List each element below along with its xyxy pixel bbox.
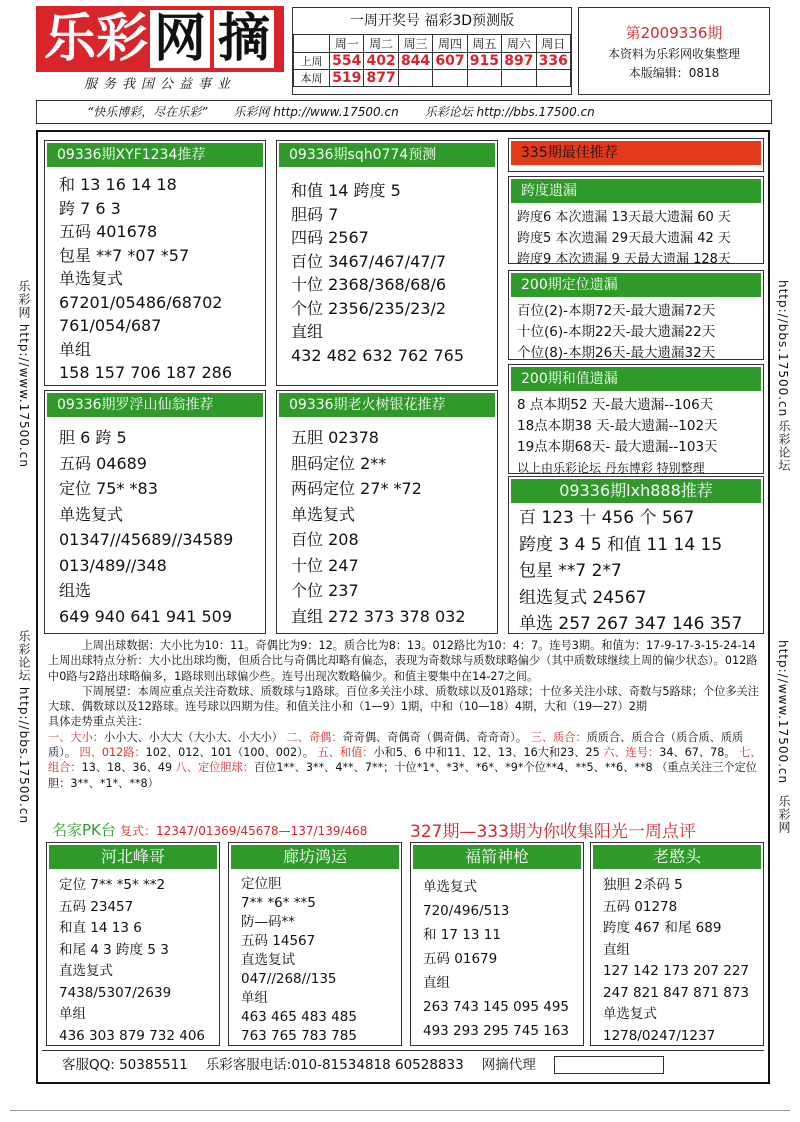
weekly-draw-panel [292, 7, 572, 95]
prediction-line: 和 17 13 11 [423, 927, 501, 943]
prediction-line: 直组 [291, 322, 324, 341]
box-title: 老憨头 [593, 845, 761, 869]
prediction-line: 五码 04689 [59, 453, 147, 473]
prediction-line: 直选复试 [241, 952, 295, 968]
side-text-right-2: 乐彩论坛 [777, 420, 791, 472]
draw-number [433, 70, 467, 87]
logo-char: 彩 [95, 9, 148, 69]
stat-line: 18点本期38 天-最大遗漏--102天 [517, 418, 718, 434]
position-omission-box [508, 270, 764, 360]
draw-number [467, 70, 501, 87]
prediction-line: 013/489//348 [59, 555, 167, 575]
prediction-line: 十位 247 [291, 555, 359, 575]
draw-number: 519 [330, 70, 364, 87]
prediction-line: 047//268//135 [241, 971, 337, 987]
prediction-box-laohuoshu [276, 390, 498, 634]
day-header: 周日 [536, 35, 570, 53]
prediction-line: 百位 3467/467/47/7 [291, 251, 447, 271]
draw-number [398, 70, 432, 87]
logo [36, 6, 284, 72]
footer-bar [42, 1050, 764, 1078]
prediction-line: 包星 **7 *07 *57 [59, 245, 190, 265]
links-bar [36, 100, 772, 124]
prediction-line: 67201/05486/68702 [59, 292, 223, 312]
prediction-line: 直组 272 373 378 032 [291, 606, 466, 626]
prediction-line: 组选复式 24567 [519, 587, 647, 608]
side-text-left-bottom: 乐彩论坛 http://bbs.17500.cn [17, 630, 31, 825]
draw-number: 402 [364, 53, 398, 70]
prediction-line: 百 123 十 456 个 567 [519, 508, 695, 528]
prediction-line: 263 743 145 095 495 [423, 999, 570, 1015]
prediction-line: 01347//45689//34589 [59, 530, 234, 549]
prediction-line: 防—码** [241, 914, 295, 930]
sum-omission-box [508, 364, 764, 474]
prediction-line: 单选复式 [59, 504, 124, 524]
prediction-box-sqh0774 [276, 140, 498, 386]
prediction-line: 定位 7** *5* **2 [59, 877, 166, 893]
prediction-line: 和尾 4 3 跨度 5 3 [59, 941, 169, 958]
trend-focus-title: 具体走势重点关注： [48, 715, 149, 729]
prediction-line: 五码 14567 [241, 933, 316, 949]
box-title: 福箭神枪 [413, 845, 581, 869]
row-label: 本周 [294, 70, 330, 87]
prediction-line: 158 157 706 187 286 [59, 363, 233, 382]
trend-last-week: 上周出球数据：大小比为10：11。奇偶比为9：12。质合比为8：13。012路比为10：4：7。连号3期。和值为：17-9-17-3-15-24-14 上周出球特点分析：大小比出球均衡，但质合比与奇偶比却略有偏态，表现为奇数球与质数球略偏少（其中质数球继续上周的偏少状态）。012路中0路与2路出球略偏多，1路球则出球偏少些。连号出现次数略偏少。和值主要集中在14-27之间。 [48, 639, 758, 683]
prediction-line: 五码 401678 [59, 222, 158, 241]
prediction-line: 单选复式 [291, 504, 356, 524]
side-text-left-top: 乐彩网 http://www.17500.cn [17, 280, 31, 468]
prediction-line: 百位 208 [291, 530, 359, 549]
prediction-line: 127 142 173 207 227 [603, 963, 750, 979]
prediction-line: 单选复式 [59, 269, 124, 288]
prediction-line: 763 765 783 785 [241, 1028, 357, 1044]
day-header: 周五 [467, 35, 501, 53]
stat-line: 个位(8)-本期26天-最大遗漏32天 [517, 345, 716, 361]
prediction-line: 和直 14 13 6 [59, 920, 142, 936]
trend-analysis [48, 638, 768, 791]
best-recommend-box [508, 138, 764, 172]
prediction-box-luofushan [44, 390, 266, 634]
prediction-line: 单组 [241, 990, 268, 1006]
logo-slogan: 服务我国公益事业 [83, 77, 236, 92]
stat-line: 8 点本期52 天-最大遗漏--106天 [517, 397, 714, 413]
draw-number: 915 [467, 53, 501, 70]
forum-link[interactable]: 乐彩论坛 http://bbs.17500.cn [424, 105, 595, 119]
day-header: 周三 [398, 35, 432, 53]
prediction-line: 649 940 641 941 509 [59, 606, 233, 626]
draw-number: 844 [398, 53, 432, 70]
prediction-line: 两码定位 27* *72 [291, 479, 422, 498]
service-phone: 乐彩客服电话:010-81534818 60528833 [205, 1057, 464, 1073]
prediction-line: 和值 14 跨度 5 [291, 181, 401, 200]
stat-line: 跨度6 本次遗漏 13天最大遗漏 60 天 [517, 210, 731, 225]
prediction-line: 胆码 7 [291, 204, 339, 224]
span-omission-box [508, 176, 764, 267]
issue-panel [578, 7, 770, 95]
prediction-line: 直组 [603, 941, 630, 958]
prediction-line: 247 821 847 871 873 [603, 984, 750, 1001]
draw-number [502, 70, 536, 87]
prediction-line: 761/054/687 [59, 316, 162, 335]
box-title: 200期和值遗漏 [511, 367, 761, 391]
prediction-line: 五码 01679 [423, 951, 498, 967]
prediction-line: 五码 01278 [603, 898, 678, 915]
best-recommend-title: 335期最佳推荐 [511, 141, 761, 165]
stat-line: 跨度9 本次遗漏 9 天最大遗漏 128天 [517, 252, 731, 267]
prediction-line: 和 13 16 14 18 [59, 175, 177, 194]
weekly-draw-table [293, 34, 571, 87]
prediction-line: 跨度 467 和尾 689 [603, 920, 722, 936]
box-title: 河北峰哥 [49, 845, 217, 869]
prediction-line: 跨 7 6 3 [59, 198, 121, 218]
prediction-line: 单选复式 [423, 879, 477, 895]
issue-editor: 本版编辑：0818 [628, 66, 720, 80]
draw-number [536, 70, 570, 87]
expert-box-fujian [410, 842, 584, 1046]
tagline: “快乐博彩，尽在乐彩” [87, 105, 208, 119]
prediction-line: 定位胆 [241, 876, 282, 892]
prediction-line: 胆码定位 2** [291, 453, 387, 473]
box-title: 09336期XYF1234推荐 [47, 143, 263, 167]
prediction-box-xyf1234 [44, 140, 266, 386]
trend-outlook: 下周展望：本周应重点关注奇数球、质数球与1路球。百位多关注小球、质数球以及01路球；十位多关注小球、奇数与5路球；个位多关注大球、偶数球以及12路球。连号球以四期为佳。和值关注小和（1—9）1期，中和（10—18）4期，大和（19—27）2期 [48, 684, 759, 714]
stat-line: 百位(2)-本期72天-最大遗漏72天 [517, 303, 716, 319]
stat-line: 跨度5 本次遗漏 29天最大遗漏 42 天 [517, 231, 731, 246]
box-title: 廊坊鸿运 [231, 845, 399, 869]
side-text-right-1: http://bbs.17500.cn [776, 280, 790, 418]
prediction-line: 十位 2368/368/68/6 [291, 275, 447, 294]
prediction-line: 五码 23457 [59, 898, 134, 915]
day-header: 周六 [502, 35, 536, 53]
prediction-line: 独胆 2杀码 5 [603, 877, 683, 893]
prediction-line: 跨度 3 4 5 和值 11 14 15 [519, 534, 723, 555]
day-header: 周一 [330, 35, 364, 53]
agent-label: 网摘代理 [481, 1057, 536, 1073]
stat-line: 19点本期68天- 最大遗漏--103天 [517, 439, 718, 455]
trend-focus-detail: 一、大小：小小大、小大大（大小大、小大小） 二、奇偶：奇奇偶、奇偶奇（偶奇偶、奇奇奇）。 三、质合：质质合、质合合（质合质、质质质）。 四、012路：102、012、101（100、002）。 五、和值：小和5、6 中和11、12、13、16大和23、25 六、连号：34、67、78。 七、组合：13、18、36、49 八、定位胆球：百位1**、3**、4**、7**；十位*1*、*3*、*6*、*9*个位**4、**5、**6、**8 （重点关注三个定位胆：3**、*1*、**8） [48, 730, 762, 790]
side-text-right-3: http://www.17500.cn [776, 640, 790, 785]
pk-multi: 复式：12347/01369/45678—137/139/468 [120, 824, 368, 838]
draw-number: 554 [330, 53, 364, 70]
stat-line: 十位(6)-本期22天-最大遗漏22天 [517, 324, 716, 340]
day-header: 周四 [433, 35, 467, 53]
prediction-line: 单选复式 [603, 1006, 657, 1022]
logo-char: 网 [150, 10, 210, 68]
weekly-review: 327期—333期为你收集阳光一周点评 [410, 822, 696, 842]
prediction-line: 胆 6 跨 5 [59, 428, 127, 447]
box-title: 09336期lxh888推荐 [511, 479, 761, 503]
draw-number: 897 [502, 53, 536, 70]
expert-box-hebei [46, 842, 220, 1046]
prediction-line: 直组 [423, 975, 450, 991]
agent-field [554, 1056, 664, 1074]
issue-period: 第2009336期 [625, 24, 723, 42]
prediction-line: 720/496/513 [423, 903, 510, 919]
row-label: 上周 [294, 53, 330, 70]
prediction-line: 组选 [59, 581, 92, 600]
logo-char: 乐 [43, 9, 96, 69]
draw-number: 607 [433, 53, 467, 70]
prediction-line: 包星 **7 2*7 [519, 561, 622, 581]
site-link[interactable]: 乐彩网 http://www.17500.cn [233, 105, 399, 119]
prediction-line: 单组 [59, 339, 92, 359]
prediction-line: 单选 257 267 347 146 357 [519, 614, 743, 634]
box-title: 09336期老火树银花推荐 [279, 393, 495, 417]
day-header: 周二 [364, 35, 398, 53]
expert-box-langfang [228, 842, 402, 1046]
prediction-line: 1278/0247/1237 [603, 1027, 716, 1044]
expert-box-laohantou [590, 842, 764, 1046]
prediction-line: 个位 237 [291, 581, 359, 600]
box-title: 09336期sqh0774预测 [279, 143, 495, 167]
prediction-line: 432 482 632 762 765 [291, 345, 465, 365]
draw-number: 336 [536, 53, 570, 70]
draw-number: 877 [364, 70, 398, 87]
prediction-line: 7** *6* **5 [241, 895, 316, 911]
stat-note: 以上由乐彩论坛 丹东博彩 特别整理 [517, 461, 705, 475]
prediction-line: 四码 2567 [291, 228, 369, 247]
prediction-line: 五胆 02378 [291, 428, 379, 447]
box-title: 跨度遗漏 [511, 179, 761, 203]
side-text-right-4: 乐彩网 [777, 795, 791, 834]
prediction-line: 436 303 879 732 406 [59, 1027, 206, 1044]
prediction-line: 个位 2356/235/23/2 [291, 298, 447, 318]
prediction-line: 单组 [59, 1006, 86, 1022]
pk-title: 名家PK台 [52, 821, 116, 839]
prediction-line: 定位 75* *83 [59, 479, 158, 498]
prediction-box-lxh888 [508, 476, 764, 634]
box-title: 200期定位遗漏 [511, 273, 761, 297]
issue-source: 本资料为乐彩网收集整理 [607, 47, 740, 61]
prediction-line: 493 293 295 745 163 [423, 1023, 570, 1039]
weekly-draw-title: 一周开奖号 福彩3D预测版 [349, 13, 515, 29]
prediction-line: 直选复式 [59, 963, 113, 979]
logo-char: 摘 [214, 10, 274, 68]
bottom-divider [10, 1110, 790, 1111]
box-title: 09336期罗浮山仙翁推荐 [47, 393, 263, 417]
prediction-line: 7438/5307/2639 [59, 984, 172, 1001]
service-qq: 客服QQ: 50385511 [62, 1057, 188, 1073]
prediction-line: 463 465 483 485 [241, 1009, 357, 1025]
